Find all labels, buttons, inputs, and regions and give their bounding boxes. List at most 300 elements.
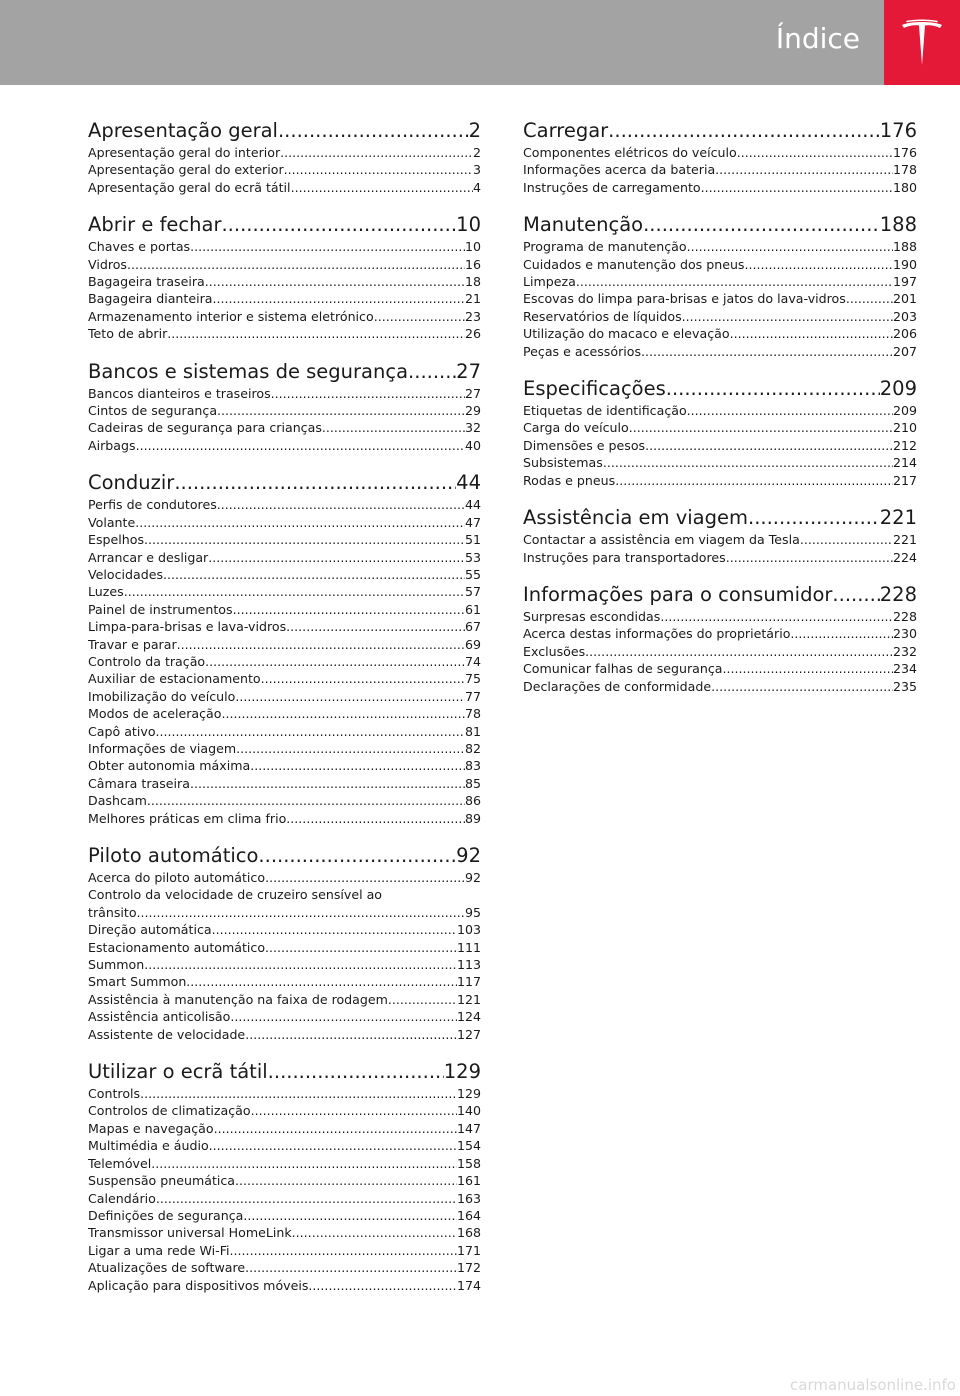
dot-leader — [136, 437, 465, 454]
entry-title: Velocidades — [88, 566, 164, 582]
toc-entry-link[interactable] — [88, 1102, 481, 1119]
toc-entry-link[interactable] — [88, 921, 481, 938]
entry-page-number: 234 — [892, 661, 917, 677]
toc-entry-link[interactable] — [523, 238, 917, 255]
toc-entry-link[interactable] — [523, 549, 917, 566]
section-heading-link[interactable] — [523, 211, 917, 238]
dot-leader — [284, 161, 473, 178]
section-page-number: 221 — [879, 506, 917, 530]
entry-title: Melhores práticas em clima frio — [88, 810, 287, 826]
dot-leader — [308, 1277, 457, 1294]
toc-entry-link[interactable] — [88, 705, 481, 722]
toc-entry-link[interactable] — [88, 238, 481, 255]
section-heading-link[interactable] — [523, 117, 917, 144]
entry-page-number: 203 — [892, 308, 917, 324]
toc-entry-link[interactable] — [88, 514, 481, 531]
section-page-number: 129 — [443, 1060, 481, 1084]
entry-page-number: 171 — [456, 1242, 481, 1258]
entry-page-number: 176 — [892, 145, 917, 160]
entry-page-number: 81 — [464, 723, 481, 739]
toc-entry-link[interactable] — [523, 678, 917, 695]
toc-entry-link[interactable] — [523, 343, 917, 360]
section-heading-link[interactable] — [523, 581, 917, 608]
entry-page-number: 235 — [892, 678, 917, 694]
entry-title: Limpa-para-brisas e lava-vidros — [88, 619, 287, 635]
entry-page-number: 23 — [464, 308, 481, 324]
toc-entry-link[interactable] — [88, 1137, 481, 1154]
toc-entry-link[interactable] — [88, 437, 481, 454]
toc-section — [523, 375, 917, 489]
toc-entry-link[interactable] — [88, 419, 481, 436]
toc-entry-link[interactable] — [88, 775, 481, 792]
entry-title: Bagageira dianteira — [88, 291, 213, 307]
dot-leader — [243, 1207, 457, 1224]
entry-title: Surpresas escondidas — [523, 608, 661, 624]
toc-entry-link[interactable] — [88, 869, 481, 886]
dot-leader — [715, 161, 893, 178]
entry-page-number: 197 — [892, 274, 917, 290]
entry-title: Perfis de condutores — [88, 497, 217, 513]
dot-leader — [144, 531, 465, 548]
entry-title: Apresentação geral do ecrã tátil — [88, 179, 291, 195]
entry-page-number: 232 — [892, 643, 917, 659]
section-heading-link[interactable] — [523, 375, 917, 402]
entry-page-number: 26 — [464, 326, 481, 342]
entry-page-number: 82 — [464, 740, 481, 756]
toc-entry-link[interactable] — [523, 472, 917, 489]
toc-entry-link[interactable] — [523, 325, 917, 342]
dot-leader — [140, 1085, 457, 1102]
entry-title: Reservatórios de líquidos — [523, 308, 682, 324]
toc-entry-link[interactable] — [88, 688, 481, 705]
entry-page-number: 129 — [456, 1086, 481, 1102]
entry-title: Telemóvel — [88, 1155, 152, 1171]
dot-leader — [629, 419, 893, 436]
entry-page-number: 158 — [456, 1155, 481, 1171]
entry-title: Controlos de climatização — [88, 1103, 251, 1119]
toc-entry-link[interactable] — [88, 636, 481, 653]
watermark: carmanualsonline.info — [790, 1376, 956, 1394]
section-heading-link[interactable] — [88, 842, 481, 869]
dot-leader — [190, 238, 465, 255]
dot-leader — [208, 549, 465, 566]
entry-page-number: 217 — [892, 472, 917, 488]
entry-title: Obter autonomia máxima — [88, 758, 251, 774]
entry-page-number: 164 — [456, 1207, 481, 1223]
entry-title: Instruções para transportadores — [523, 549, 726, 565]
toc-entry-link[interactable] — [88, 1085, 481, 1102]
dot-leader — [322, 419, 465, 436]
toc-entry-link[interactable] — [88, 1207, 481, 1224]
toc-entry-link[interactable] — [88, 757, 481, 774]
toc-section — [523, 117, 917, 196]
dot-leader — [748, 504, 880, 531]
section-title: Informações para o consumidor — [523, 582, 833, 606]
entry-page-number: 86 — [464, 793, 481, 809]
toc-entry-link[interactable] — [523, 419, 917, 436]
toc-entry-link[interactable] — [523, 308, 917, 325]
dot-leader — [209, 1137, 457, 1154]
dot-leader — [846, 290, 893, 307]
toc-entry-link[interactable] — [523, 454, 917, 471]
toc-entry-link[interactable] — [88, 653, 481, 670]
entry-title: Chaves e portas — [88, 239, 191, 255]
entry-page-number: 10 — [464, 239, 481, 255]
entry-title: Painel de instrumentos — [88, 601, 233, 617]
entry-page-number: 29 — [464, 403, 481, 419]
entry-title: Peças e acessórios — [523, 343, 642, 359]
toc-entry-link[interactable] — [523, 402, 917, 419]
toc-entry-link[interactable] — [88, 290, 481, 307]
section-title: Bancos e sistemas de segurança — [88, 359, 409, 383]
entry-title: Câmara traseira — [88, 775, 190, 791]
dot-leader — [190, 775, 465, 792]
entry-title: Aplicação para dispositivos móveis — [88, 1277, 309, 1293]
entry-title: Armazenamento interior e sistema eletrónico — [88, 308, 374, 324]
toc-entry-link[interactable] — [523, 625, 917, 642]
toc-entry-link[interactable] — [88, 1259, 481, 1276]
dot-leader — [682, 308, 893, 325]
toc-entry-link[interactable] — [88, 496, 481, 513]
entry-page-number: 188 — [892, 239, 917, 255]
toc-entry-link[interactable] — [523, 531, 917, 548]
entry-page-number: 32 — [464, 420, 481, 436]
toc-entry-link[interactable] — [88, 956, 481, 973]
entry-title: Informações de viagem — [88, 740, 237, 756]
toc-entry-link[interactable] — [88, 308, 481, 325]
dot-leader — [832, 581, 879, 608]
toc-entry-link[interactable] — [88, 1008, 481, 1025]
entry-title: Calendário — [88, 1190, 156, 1206]
section-page-number: 209 — [879, 377, 917, 401]
entry-title: Arrancar e desligar — [88, 549, 209, 565]
toc-entry-link[interactable] — [88, 670, 481, 687]
dot-leader — [280, 144, 473, 161]
entry-title: Controlo da velocidade de cruzeiro sensível ao — [88, 887, 383, 903]
entry-page-number: 74 — [464, 653, 481, 669]
section-page-number: 92 — [456, 844, 481, 867]
entry-page-number: 113 — [456, 957, 481, 973]
entry-title: Assistência anticolisão — [88, 1009, 231, 1025]
entry-title: Rodas e pneus — [523, 472, 616, 488]
entry-page-number: 4 — [472, 179, 481, 195]
toc-entry-continuation — [88, 904, 481, 921]
dot-leader — [233, 601, 465, 618]
toc-entry-link[interactable] — [88, 1155, 481, 1172]
dot-leader — [261, 670, 465, 687]
section-title: Assistência em viagem — [523, 506, 748, 530]
entry-page-number: 2 — [472, 145, 481, 160]
section-page-number: 188 — [879, 213, 917, 237]
dot-leader — [292, 1224, 457, 1241]
toc-entry-link[interactable] — [88, 1120, 481, 1137]
entry-title: Cadeiras de segurança para crianças — [88, 420, 322, 436]
entry-title: Acerca do piloto automático — [88, 870, 266, 885]
section-page-number: 27 — [456, 359, 481, 383]
dot-leader — [230, 1242, 457, 1259]
toc-entry-link[interactable] — [523, 660, 917, 677]
toc-entry-link[interactable] — [88, 810, 481, 827]
toc-entry-link[interactable] — [88, 1277, 481, 1294]
dot-leader — [408, 358, 456, 385]
entry-title: Smart Summon — [88, 974, 187, 990]
entry-page-number: 127 — [456, 1026, 481, 1042]
dot-leader — [268, 1058, 444, 1085]
entry-page-number: 61 — [464, 601, 481, 617]
toc-entry-link[interactable] — [88, 273, 481, 290]
toc-entry-link[interactable] — [88, 179, 481, 196]
entry-page-number: 207 — [892, 343, 917, 359]
toc-entry-link[interactable] — [523, 179, 917, 196]
section-heading-link[interactable] — [88, 358, 481, 385]
section-heading-link[interactable] — [88, 211, 481, 238]
toc-entry-link[interactable] — [88, 1224, 481, 1241]
toc-entry-link[interactable] — [88, 991, 481, 1008]
entry-title: Comunicar falhas de segurança — [523, 661, 723, 677]
entry-title: Bagageira traseira — [88, 274, 205, 290]
toc-entry-link[interactable] — [88, 740, 481, 757]
toc-entry-link[interactable] — [523, 437, 917, 454]
entry-page-number: 210 — [892, 420, 917, 436]
entry-page-number: 209 — [892, 403, 917, 419]
toc-entry-link[interactable] — [88, 161, 481, 178]
section-title: Utilizar o ecrã tátil — [88, 1060, 268, 1084]
entry-title: Declarações de conformidade — [523, 678, 712, 694]
page-title: Índice — [775, 22, 860, 55]
tesla-logo-icon — [900, 19, 944, 67]
dot-leader — [235, 688, 465, 705]
entry-title: Multimédia e áudio — [88, 1138, 209, 1154]
entry-page-number: 16 — [464, 256, 481, 272]
toc-entry-link[interactable] — [88, 1190, 481, 1207]
toc-entry-link[interactable] — [88, 792, 481, 809]
entry-page-number: 230 — [892, 626, 917, 642]
dot-leader — [265, 869, 465, 886]
section-page-number: 228 — [879, 582, 917, 606]
section-title: Especificações — [523, 377, 666, 401]
section-page-number: 10 — [456, 213, 481, 237]
entry-page-number: 154 — [456, 1138, 481, 1154]
entry-page-number: 201 — [892, 291, 917, 307]
dot-leader — [666, 375, 880, 402]
entry-title: Dimensões e pesos — [523, 437, 646, 453]
dot-leader — [723, 660, 893, 677]
entry-title: Cintos de segurança — [88, 403, 218, 419]
section-title: Carregar — [523, 119, 609, 142]
entry-page-number: 168 — [456, 1225, 481, 1241]
entry-title: Espelhos — [88, 532, 145, 548]
toc-entry-link[interactable] — [88, 886, 481, 921]
toc-entry-link[interactable] — [88, 723, 481, 740]
tesla-logo — [884, 0, 960, 85]
entry-page-number: 85 — [464, 775, 481, 791]
section-title: Conduzir — [88, 471, 175, 495]
toc-entry-link[interactable] — [523, 161, 917, 178]
dot-leader — [236, 740, 465, 757]
entry-page-number: 147 — [456, 1120, 481, 1136]
dot-leader — [124, 583, 465, 600]
section-heading-link[interactable] — [88, 1058, 481, 1085]
toc-entry-link[interactable] — [88, 385, 481, 402]
entry-page-number: 161 — [456, 1173, 481, 1189]
toc-entry-link[interactable] — [88, 1242, 481, 1259]
entry-page-number: 172 — [456, 1260, 481, 1276]
toc-entry-link[interactable] — [88, 549, 481, 566]
entry-page-number: 18 — [464, 274, 481, 290]
entry-title: Etiquetas de identificação — [523, 403, 687, 419]
entry-page-number: 111 — [456, 939, 481, 955]
dot-leader — [615, 472, 893, 489]
toc-column-left — [88, 117, 481, 1309]
dot-leader — [291, 179, 473, 196]
entry-title: Teto de abrir — [88, 326, 168, 342]
entry-title: Transmissor universal HomeLink — [88, 1225, 292, 1241]
entry-page-number: 92 — [464, 870, 481, 885]
entry-title: Controls — [88, 1086, 141, 1102]
dot-leader — [603, 454, 893, 471]
dot-leader — [730, 325, 893, 342]
dot-leader — [156, 723, 465, 740]
toc-entry-link[interactable] — [88, 973, 481, 990]
toc-entry-link[interactable] — [523, 144, 917, 161]
toc-entry-link[interactable] — [88, 1026, 481, 1043]
dot-leader — [286, 810, 465, 827]
entry-title: Capô ativo — [88, 723, 156, 739]
dot-leader — [205, 653, 465, 670]
dot-leader — [177, 636, 465, 653]
dot-leader — [737, 144, 893, 161]
entry-title: Vidros — [88, 256, 127, 272]
section-title: Apresentação geral — [88, 119, 278, 142]
dot-leader — [212, 290, 464, 307]
entry-page-number: 83 — [464, 758, 481, 774]
toc-entry-link[interactable] — [523, 290, 917, 307]
toc-entry-link[interactable] — [523, 256, 917, 273]
entry-title: Estacionamento automático — [88, 939, 266, 955]
dot-leader — [608, 117, 880, 144]
entry-page-number: 3 — [472, 162, 481, 178]
entry-title: Acerca destas informações do proprietário — [523, 626, 791, 642]
entry-page-number: 228 — [892, 608, 917, 624]
entry-title: Informações acerca da bateria — [523, 162, 716, 178]
toc-section — [88, 842, 481, 1043]
dot-leader — [245, 1259, 457, 1276]
entry-title: Luzes — [88, 584, 124, 600]
dot-leader — [217, 402, 465, 419]
dot-leader — [163, 566, 465, 583]
entry-page-number: 67 — [464, 619, 481, 635]
toc-section — [88, 1058, 481, 1294]
entry-page-number: 224 — [892, 549, 917, 565]
entry-page-number: 69 — [464, 636, 481, 652]
dot-leader — [374, 308, 465, 325]
dot-leader — [127, 256, 465, 273]
toc-entry-link[interactable] — [523, 273, 917, 290]
dot-leader — [660, 608, 893, 625]
entry-page-number: 47 — [464, 514, 481, 530]
entry-title: Atualizações de software — [88, 1260, 246, 1276]
section-heading-link[interactable] — [88, 469, 481, 496]
entry-title: Modos de aceleração — [88, 706, 222, 722]
entry-page-number: 21 — [464, 291, 481, 307]
dot-leader — [151, 1155, 457, 1172]
entry-title: Definições de segurança — [88, 1207, 244, 1223]
dot-leader — [258, 842, 456, 869]
dot-leader — [687, 238, 893, 255]
toc-entry-link[interactable] — [88, 566, 481, 583]
toc-entry-link[interactable] — [88, 325, 481, 342]
entry-title: Assistente de velocidade — [88, 1026, 246, 1042]
entry-title: Dashcam — [88, 793, 147, 809]
dot-leader — [576, 273, 893, 290]
toc-section — [523, 211, 917, 360]
dot-leader — [800, 531, 893, 548]
dot-leader — [135, 514, 465, 531]
entry-page-number: 77 — [464, 688, 481, 704]
toc-entry-link[interactable] — [88, 601, 481, 618]
entry-title: Apresentação geral do interior — [88, 145, 281, 160]
section-title: Piloto automático — [88, 844, 259, 867]
entry-page-number: 212 — [892, 437, 917, 453]
entry-title: Exclusões — [523, 643, 586, 659]
section-heading-link[interactable] — [88, 117, 481, 144]
dot-leader — [265, 939, 457, 956]
dot-leader — [156, 1190, 457, 1207]
dot-leader — [711, 678, 893, 695]
dot-leader — [585, 643, 893, 660]
toc-entry-link[interactable] — [523, 643, 917, 660]
dot-leader — [217, 496, 465, 513]
toc-entry-link[interactable] — [88, 531, 481, 548]
dot-leader — [701, 179, 893, 196]
toc-entry-link[interactable] — [88, 583, 481, 600]
dot-leader — [147, 792, 465, 809]
entry-page-number: 53 — [464, 549, 481, 565]
section-page-number: 176 — [879, 119, 917, 142]
entry-title: Summon — [88, 957, 145, 973]
section-heading-link[interactable] — [523, 504, 917, 531]
entry-title: Direção automática — [88, 922, 212, 938]
dot-leader — [212, 921, 457, 938]
dot-leader — [271, 385, 465, 402]
entry-title: Ligar a uma rede Wi-Fi — [88, 1242, 230, 1258]
toc-entry-link[interactable] — [88, 618, 481, 635]
toc-entry-link[interactable] — [88, 1172, 481, 1189]
toc-entry-link[interactable] — [88, 939, 481, 956]
dot-leader — [251, 1102, 457, 1119]
entry-title: Controlo da tração — [88, 653, 206, 669]
dot-leader — [186, 973, 457, 990]
entry-title: Travar e parar — [88, 636, 177, 652]
dot-leader — [388, 991, 457, 1008]
toc-entry-link[interactable] — [88, 402, 481, 419]
entry-title: Imobilização do veículo — [88, 688, 236, 704]
entry-page-number: 214 — [892, 455, 917, 471]
entry-page-number: 221 — [892, 532, 917, 548]
entry-title: Apresentação geral do exterior — [88, 162, 284, 178]
dot-leader — [643, 211, 880, 238]
dot-leader — [174, 469, 456, 496]
entry-title: Suspensão pneumática — [88, 1173, 236, 1189]
toc-entry-link[interactable] — [88, 144, 481, 161]
entry-page-number: 27 — [464, 385, 481, 401]
toc-entry-link[interactable] — [523, 608, 917, 625]
entry-title: Airbags — [88, 437, 136, 453]
dot-leader — [230, 1008, 457, 1025]
section-page-number: 44 — [456, 471, 481, 495]
toc-entry-link[interactable] — [88, 256, 481, 273]
entry-page-number: 190 — [892, 256, 917, 272]
